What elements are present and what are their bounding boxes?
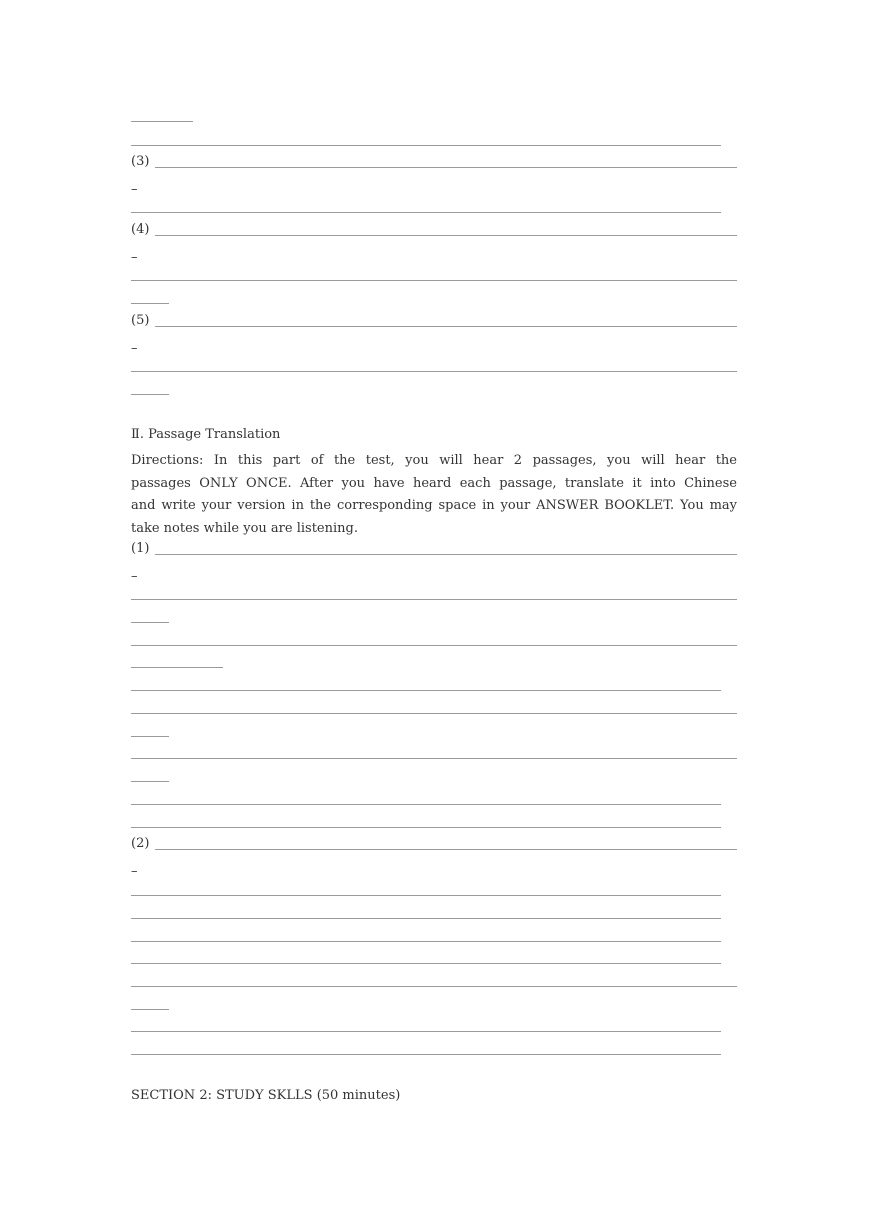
answer-line	[131, 804, 721, 805]
answer-line	[131, 941, 721, 942]
answer-line	[131, 918, 721, 919]
answer-line	[131, 303, 169, 304]
answer-line	[131, 736, 169, 737]
item-number-5: (5)	[131, 313, 150, 328]
answer-line	[131, 645, 737, 646]
item-number-3: (3)	[131, 154, 150, 169]
answer-line	[131, 827, 721, 828]
dash-mark: –	[131, 341, 138, 356]
dash-mark: –	[131, 569, 138, 584]
answer-line	[155, 849, 737, 850]
answer-line	[131, 781, 169, 782]
answer-line	[155, 554, 737, 555]
answer-line	[131, 1031, 721, 1032]
answer-line	[131, 963, 721, 964]
answer-line	[131, 667, 223, 668]
answer-line	[155, 326, 737, 327]
directions-line: Directions: In this part of the test, you will hear 2 passages, you will hear the	[131, 453, 737, 468]
dash-mark: –	[131, 250, 138, 265]
answer-line	[131, 599, 737, 600]
directions-line: passages ONLY ONCE. After you have heard each passage, translate it into Chinese	[131, 475, 737, 491]
answer-line	[131, 690, 721, 691]
answer-line	[131, 1054, 721, 1055]
dash-mark: –	[131, 864, 138, 879]
answer-line	[131, 895, 721, 896]
answer-line	[155, 235, 737, 236]
answer-line	[131, 986, 737, 987]
answer-line	[131, 280, 737, 281]
answer-line	[131, 394, 169, 395]
directions-line: take notes while you are listening.	[131, 521, 358, 537]
answer-line	[131, 1009, 169, 1010]
dash-mark: –	[131, 182, 138, 197]
item-number-4: (4)	[131, 222, 150, 237]
answer-line	[131, 622, 169, 623]
item-number-2: (2)	[131, 836, 150, 851]
section-heading: Ⅱ. Passage Translation	[131, 427, 281, 442]
answer-line	[131, 713, 737, 714]
section-title: SECTION 2: STUDY SKLLS (50 minutes)	[131, 1088, 401, 1103]
answer-line	[131, 371, 737, 372]
item-number-1: (1)	[131, 541, 150, 556]
answer-line	[155, 167, 737, 168]
answer-line	[131, 121, 193, 122]
answer-line	[131, 758, 737, 759]
answer-line	[131, 145, 721, 146]
answer-line	[131, 212, 721, 213]
directions-line: and write your version in the corresponding space in your ANSWER BOOKLET. You may	[131, 498, 737, 514]
directions-paragraph	[131, 450, 737, 541]
